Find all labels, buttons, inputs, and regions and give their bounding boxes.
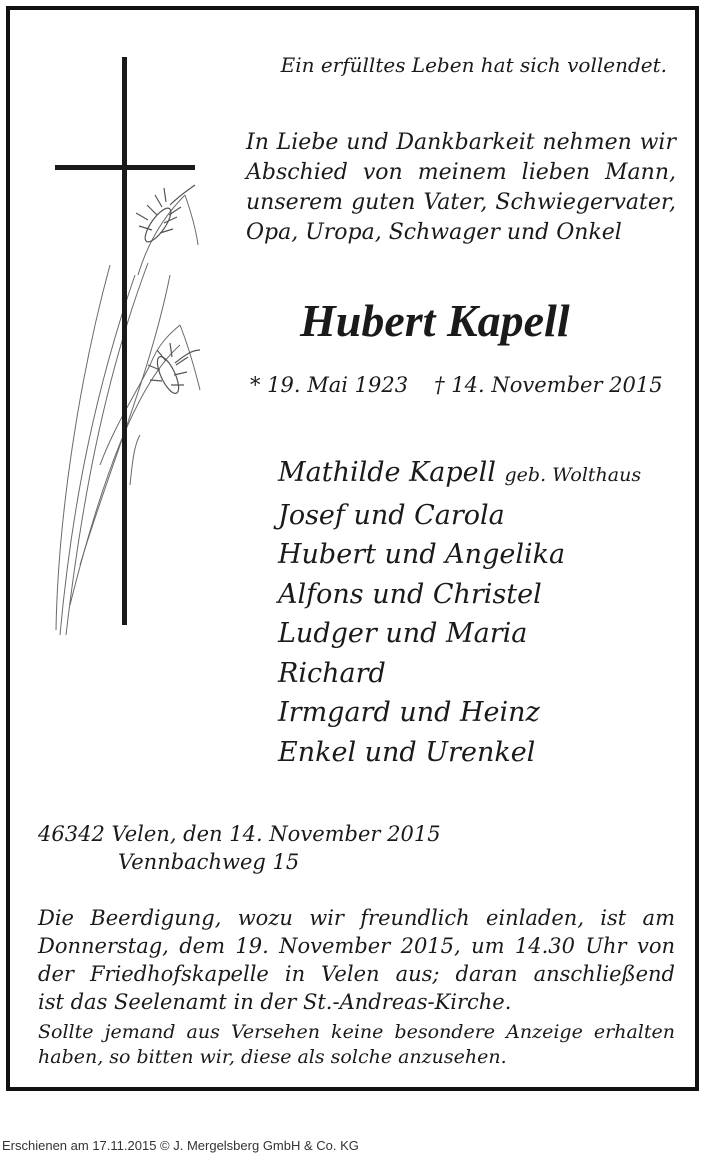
street-address: Vennbachweg 15 xyxy=(118,850,300,874)
deceased-name: Hubert Kapell xyxy=(300,295,570,346)
family-list xyxy=(278,453,641,772)
remark-line: haben, so bitten wir, diese als solche anzusehen. xyxy=(38,1046,507,1068)
life-dates xyxy=(250,373,663,397)
cross-with-wheat-illustration xyxy=(40,45,220,645)
funeral-line: Donnerstag, dem 19. November 2015, um 14.30 Uhr von xyxy=(38,934,675,958)
funeral-line: der Friedhofskapelle in Velen aus; daran anschließend xyxy=(38,962,675,986)
funeral-line: Die Beerdigung, wozu wir freundlich einladen, ist am xyxy=(38,906,675,930)
place-and-date: 46342 Velen, den 14. November 2015 xyxy=(38,822,441,846)
family-member xyxy=(278,453,641,496)
birth-date: * 19. Mai 1923 xyxy=(250,373,409,397)
family-member: Enkel und Urenkel xyxy=(278,736,536,768)
wheat-ears-illustration xyxy=(56,195,200,635)
family-member: Alfons und Christel xyxy=(278,578,542,610)
funeral-line: ist das Seelenamt in der St.-Andreas-Kirche. xyxy=(38,990,512,1014)
funeral-announcement xyxy=(38,904,675,1016)
intro-line: In Liebe und Dankbarkeit nehmen wir xyxy=(246,130,676,155)
family-member: Josef und Carola xyxy=(278,499,505,531)
death-date: † 14. November 2015 xyxy=(434,373,663,397)
family-member: Hubert und Angelika xyxy=(278,539,566,570)
family-member-name: Mathilde Kapell xyxy=(278,457,496,488)
motto: Ein erfülltes Leben hat sich vollendet. xyxy=(280,53,667,77)
cross-icon xyxy=(55,57,195,625)
family-member: Irmgard und Heinz xyxy=(278,697,540,728)
notice-remark xyxy=(38,1020,675,1070)
remark-line: Sollte jemand aus Versehen keine besondere Anzeige erhalten xyxy=(38,1021,675,1043)
family-member: Ludger und Maria xyxy=(278,618,528,649)
wheat-ear-upper xyxy=(136,185,195,245)
intro-line: Opa, Uropa, Schwager und Onkel xyxy=(246,220,622,245)
obituary-card xyxy=(6,6,699,1091)
family-member: Richard xyxy=(278,657,386,689)
publication-footer: Erschienen am 17.11.2015 © J. Mergelsberg GmbH & Co. KG xyxy=(2,1138,359,1153)
maiden-name: geb. Wolthaus xyxy=(504,464,642,486)
intro-line: Abschied von meinem lieben Mann, xyxy=(246,160,676,185)
intro-text xyxy=(246,128,676,248)
intro-line: unserem guten Vater, Schwiegervater, xyxy=(246,190,676,215)
